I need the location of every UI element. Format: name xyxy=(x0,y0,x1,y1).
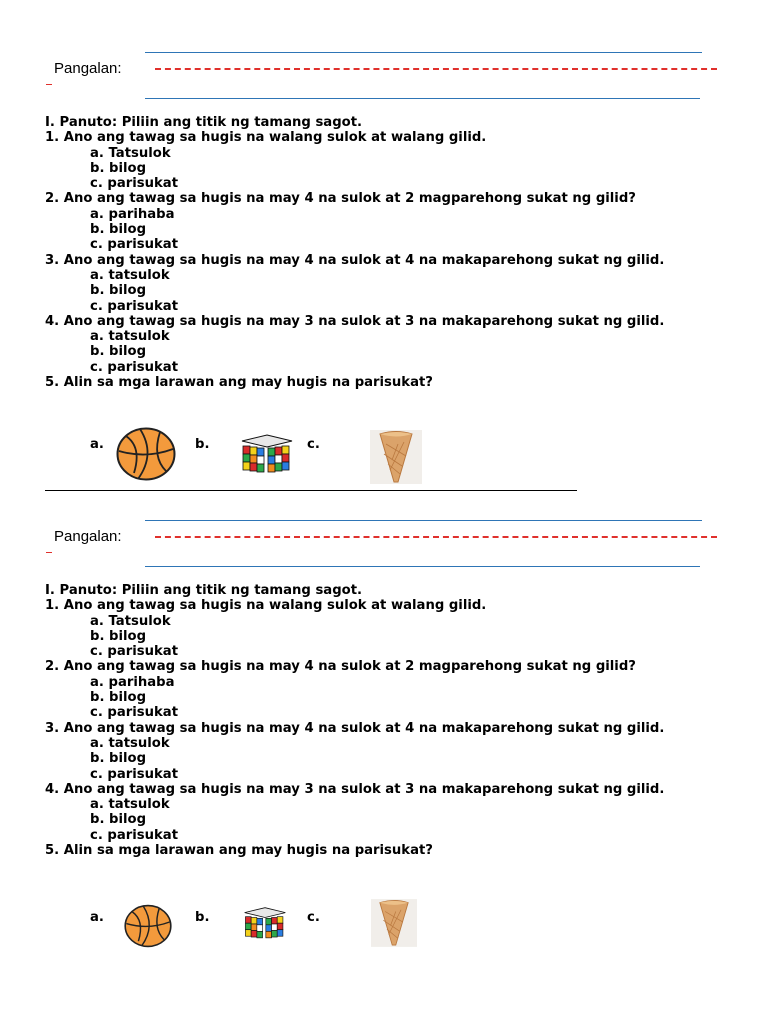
option: b. bilog xyxy=(90,344,147,360)
quiz-content xyxy=(45,115,735,390)
name-label: Pangalan: xyxy=(54,60,122,77)
option: a. tatsulok xyxy=(90,267,170,283)
instruction: I. Panuto: Piliin ang titik ng tamang sagot. xyxy=(45,115,363,130)
ice-cream-cone-icon xyxy=(371,898,417,948)
option: c. parisukat xyxy=(90,766,178,782)
option: b. bilog xyxy=(90,283,147,299)
question-2: 2. Ano ang tawag sa hugis na may 4 na sulok at 2 magparehong sukat ng gilid? xyxy=(45,659,636,675)
name-line-bottom xyxy=(145,98,700,99)
option: b. bilog xyxy=(90,690,147,706)
option: b. bilog xyxy=(90,628,147,644)
option: b. bilog xyxy=(90,160,147,176)
option: c. parisukat xyxy=(90,237,178,253)
choice-letter-a: a. xyxy=(90,437,104,452)
name-line-top xyxy=(145,520,702,521)
question-2: 2. Ano ang tawag sa hugis na may 4 na sulok at 2 magparehong sukat ng gilid? xyxy=(45,191,636,207)
quiz-content xyxy=(45,583,735,858)
name-line-bottom xyxy=(145,566,700,567)
question-3: 3. Ano ang tawag sa hugis na may 4 na sulok at 4 na makaparehong sukat ng gilid. xyxy=(45,720,665,736)
option: c. parisukat xyxy=(90,298,178,314)
red-mark xyxy=(46,552,52,553)
choice-letter-c: c. xyxy=(307,910,320,925)
worksheet-2 xyxy=(0,468,768,948)
instruction: I. Panuto: Piliin ang titik ng tamang sagot. xyxy=(45,583,363,598)
name-line-top xyxy=(145,52,702,53)
question-5: 5. Alin sa mga larawan ang may hugis na parisukat? xyxy=(45,375,433,391)
question-4: 4. Ano ang tawag sa hugis na may 3 na sulok at 3 na makaparehong sukat ng gilid. xyxy=(45,313,665,329)
question-5: 5. Alin sa mga larawan ang may hugis na parisukat? xyxy=(45,843,433,859)
option: c. parisukat xyxy=(90,644,178,660)
picture-choices xyxy=(0,898,768,958)
option: b. bilog xyxy=(90,751,147,767)
name-field-line xyxy=(155,68,717,70)
question-3: 3. Ano ang tawag sa hugis na may 4 na sulok at 4 na makaparehong sukat ng gilid. xyxy=(45,252,665,268)
basketball-icon xyxy=(124,904,172,948)
question-4: 4. Ano ang tawag sa hugis na may 3 na sulok at 3 na makaparehong sukat ng gilid. xyxy=(45,781,665,797)
option: a. Tatsulok xyxy=(90,613,171,629)
worksheet-1 xyxy=(0,0,768,480)
option: b. bilog xyxy=(90,222,147,238)
option: a. tatsulok xyxy=(90,329,170,345)
option: a. Tatsulok xyxy=(90,145,171,161)
question-1: 1. Ano ang tawag sa hugis na walang sulok at walang gilid. xyxy=(45,598,487,614)
name-label: Pangalan: xyxy=(54,528,122,545)
red-mark xyxy=(46,84,52,85)
option: c. parisukat xyxy=(90,827,178,843)
choice-letter-b: b. xyxy=(195,910,210,925)
option: a. parihaba xyxy=(90,206,175,222)
option: c. parisukat xyxy=(90,359,178,375)
rubiks-cube-icon xyxy=(243,904,287,944)
option: a. tatsulok xyxy=(90,797,170,813)
question-1: 1. Ano ang tawag sa hugis na walang sulok at walang gilid. xyxy=(45,130,487,146)
option: b. bilog xyxy=(90,812,147,828)
name-field-line xyxy=(155,536,717,538)
option: a. parihaba xyxy=(90,674,175,690)
option: a. tatsulok xyxy=(90,735,170,751)
option: c. parisukat xyxy=(90,176,178,192)
option: c. parisukat xyxy=(90,705,178,721)
choice-letter-b: b. xyxy=(195,437,210,452)
choice-letter-c: c. xyxy=(307,437,320,452)
choice-letter-a: a. xyxy=(90,910,104,925)
